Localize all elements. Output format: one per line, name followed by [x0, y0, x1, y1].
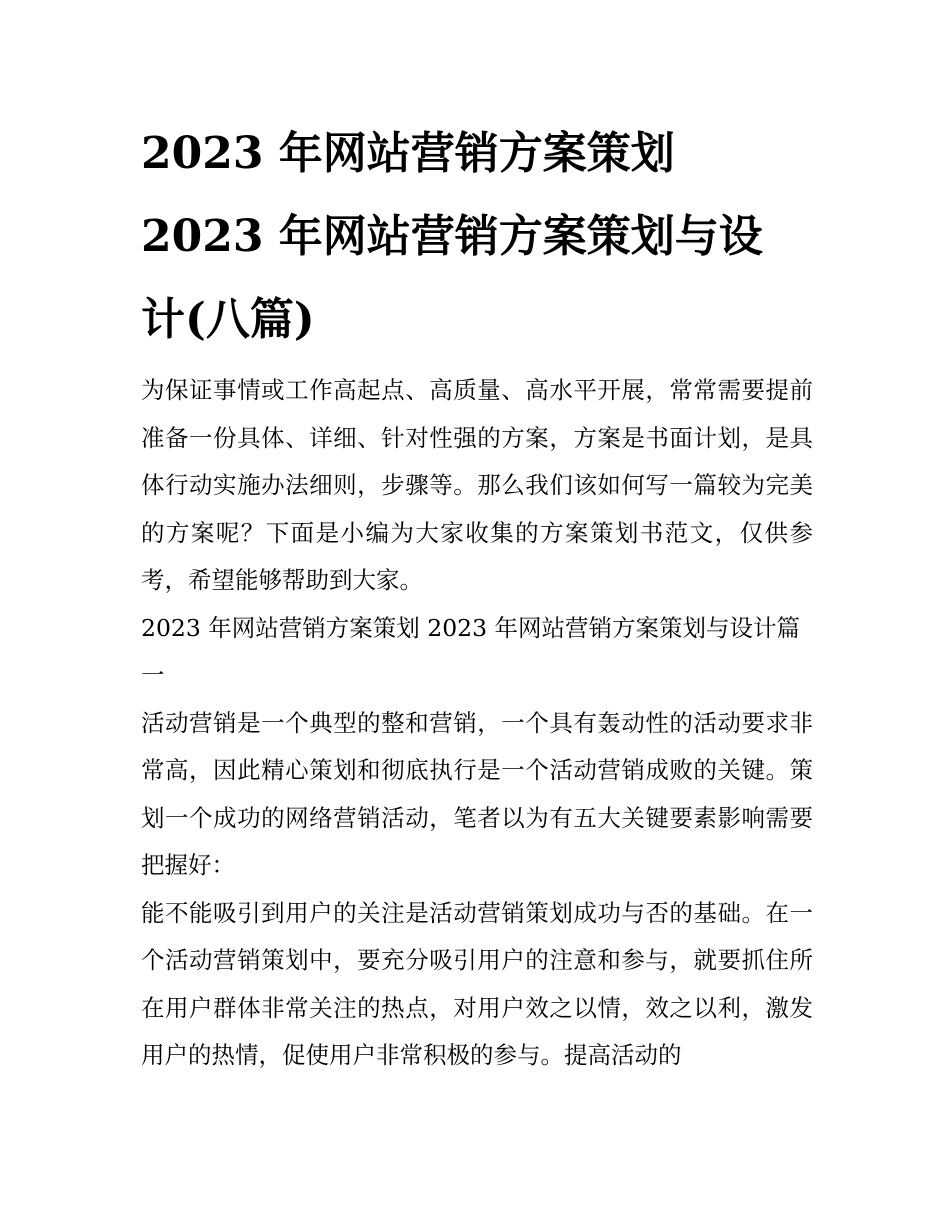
- title-line-2: 2023 年网站营销方案策划与设: [141, 211, 763, 262]
- document-body: [141, 112, 813, 1080]
- intro-paragraph: 为保证事情或工作高起点、高质量、高水平开展，常常需要提前准备一份具体、详细、针对性强的方案，方案是书面计划，是具体行动实施办法细则，步骤等。那么我们该如何写一篇较为完美的方案呢？下面是小编为大家收集的方案策划书范文，仅供参考，希望能够帮助到大家。: [141, 376, 813, 594]
- title-line-3: 计(八篇): [141, 294, 315, 345]
- body-paragraph-1: 活动营销是一个典型的整和营销，一个具有轰动性的活动要求非常高，因此精心策划和彻底执行是一个活动营销成败的关键。策划一个成功的网络营销活动，笔者以为有五大关键要素影响需要把握好：: [141, 708, 813, 879]
- body-paragraph-2: 能不能吸引到用户的关注是活动营销策划成功与否的基础。在一个活动营销策划中，要充分吸引用户的注意和参与，就要抓住所在用户群体非常关注的热点，对用户效之以情，效之以利，激发用户的热情，促使用户非常积极的参与。提高活动的: [141, 898, 813, 1069]
- section-heading: 2023 年网站营销方案策划 2023 年网站营销方案策划与设计篇一: [141, 613, 801, 689]
- document-title: [141, 112, 813, 361]
- title-line-1: 2023 年网站营销方案策划: [141, 128, 675, 179]
